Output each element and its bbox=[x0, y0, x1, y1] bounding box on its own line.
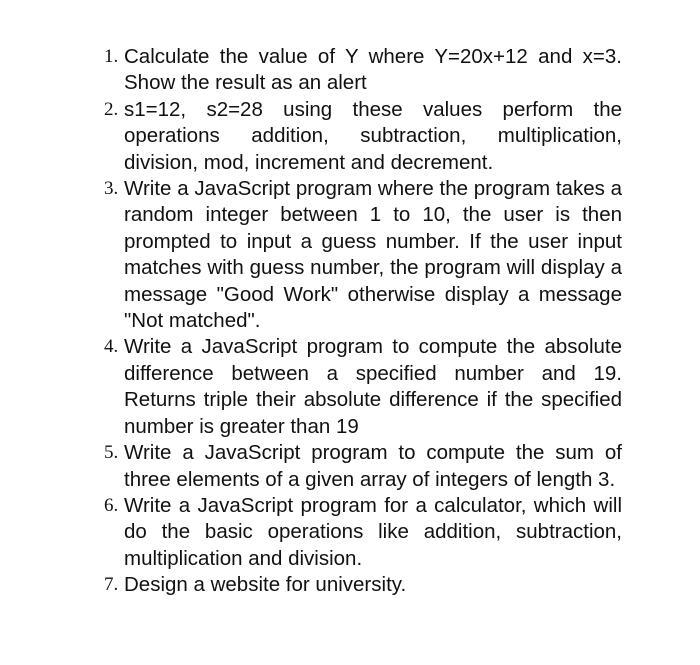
question-text: Write a JavaScript program to compute the sum of three elements of a given array of integers of length 3. bbox=[124, 441, 622, 491]
question-number: 6. bbox=[104, 494, 119, 516]
question-text: Design a website for university. bbox=[124, 573, 407, 597]
question-text: Write a JavaScript program to compute the absolute difference between a specified number and 19. Returns triple their absolute difference if the specified number is greater than 19 bbox=[124, 335, 622, 438]
question-item bbox=[104, 493, 622, 572]
question-item bbox=[104, 572, 622, 598]
question-text: s1=12, s2=28 using these values perform the operations addition, subtraction, multiplication, division, mod, increment and decrement. bbox=[124, 97, 622, 174]
question-item bbox=[104, 44, 622, 97]
question-item bbox=[104, 176, 622, 334]
question-item bbox=[104, 334, 622, 440]
question-number: 2. bbox=[104, 98, 119, 120]
question-list bbox=[104, 44, 622, 599]
question-number: 7. bbox=[104, 574, 119, 596]
question-number: 3. bbox=[104, 178, 119, 200]
question-number: 4. bbox=[104, 336, 119, 358]
question-number: 5. bbox=[104, 442, 119, 464]
question-text: Write a JavaScript program for a calculator, which will do the basic operations like addition, subtraction, multiplication and division. bbox=[124, 493, 622, 570]
question-item bbox=[104, 440, 622, 493]
question-text: Write a JavaScript program where the program takes a random integer between 1 to 10, the user is then prompted to input a guess number. If the user input matches with guess number, the program will display a message "Good Work" otherwise display a message "Not matched". bbox=[124, 177, 622, 333]
question-text: Calculate the value of Y where Y=20x+12 and x=3. Show the result as an alert bbox=[124, 45, 622, 95]
question-item bbox=[104, 97, 622, 176]
question-number: 1. bbox=[104, 46, 119, 67]
